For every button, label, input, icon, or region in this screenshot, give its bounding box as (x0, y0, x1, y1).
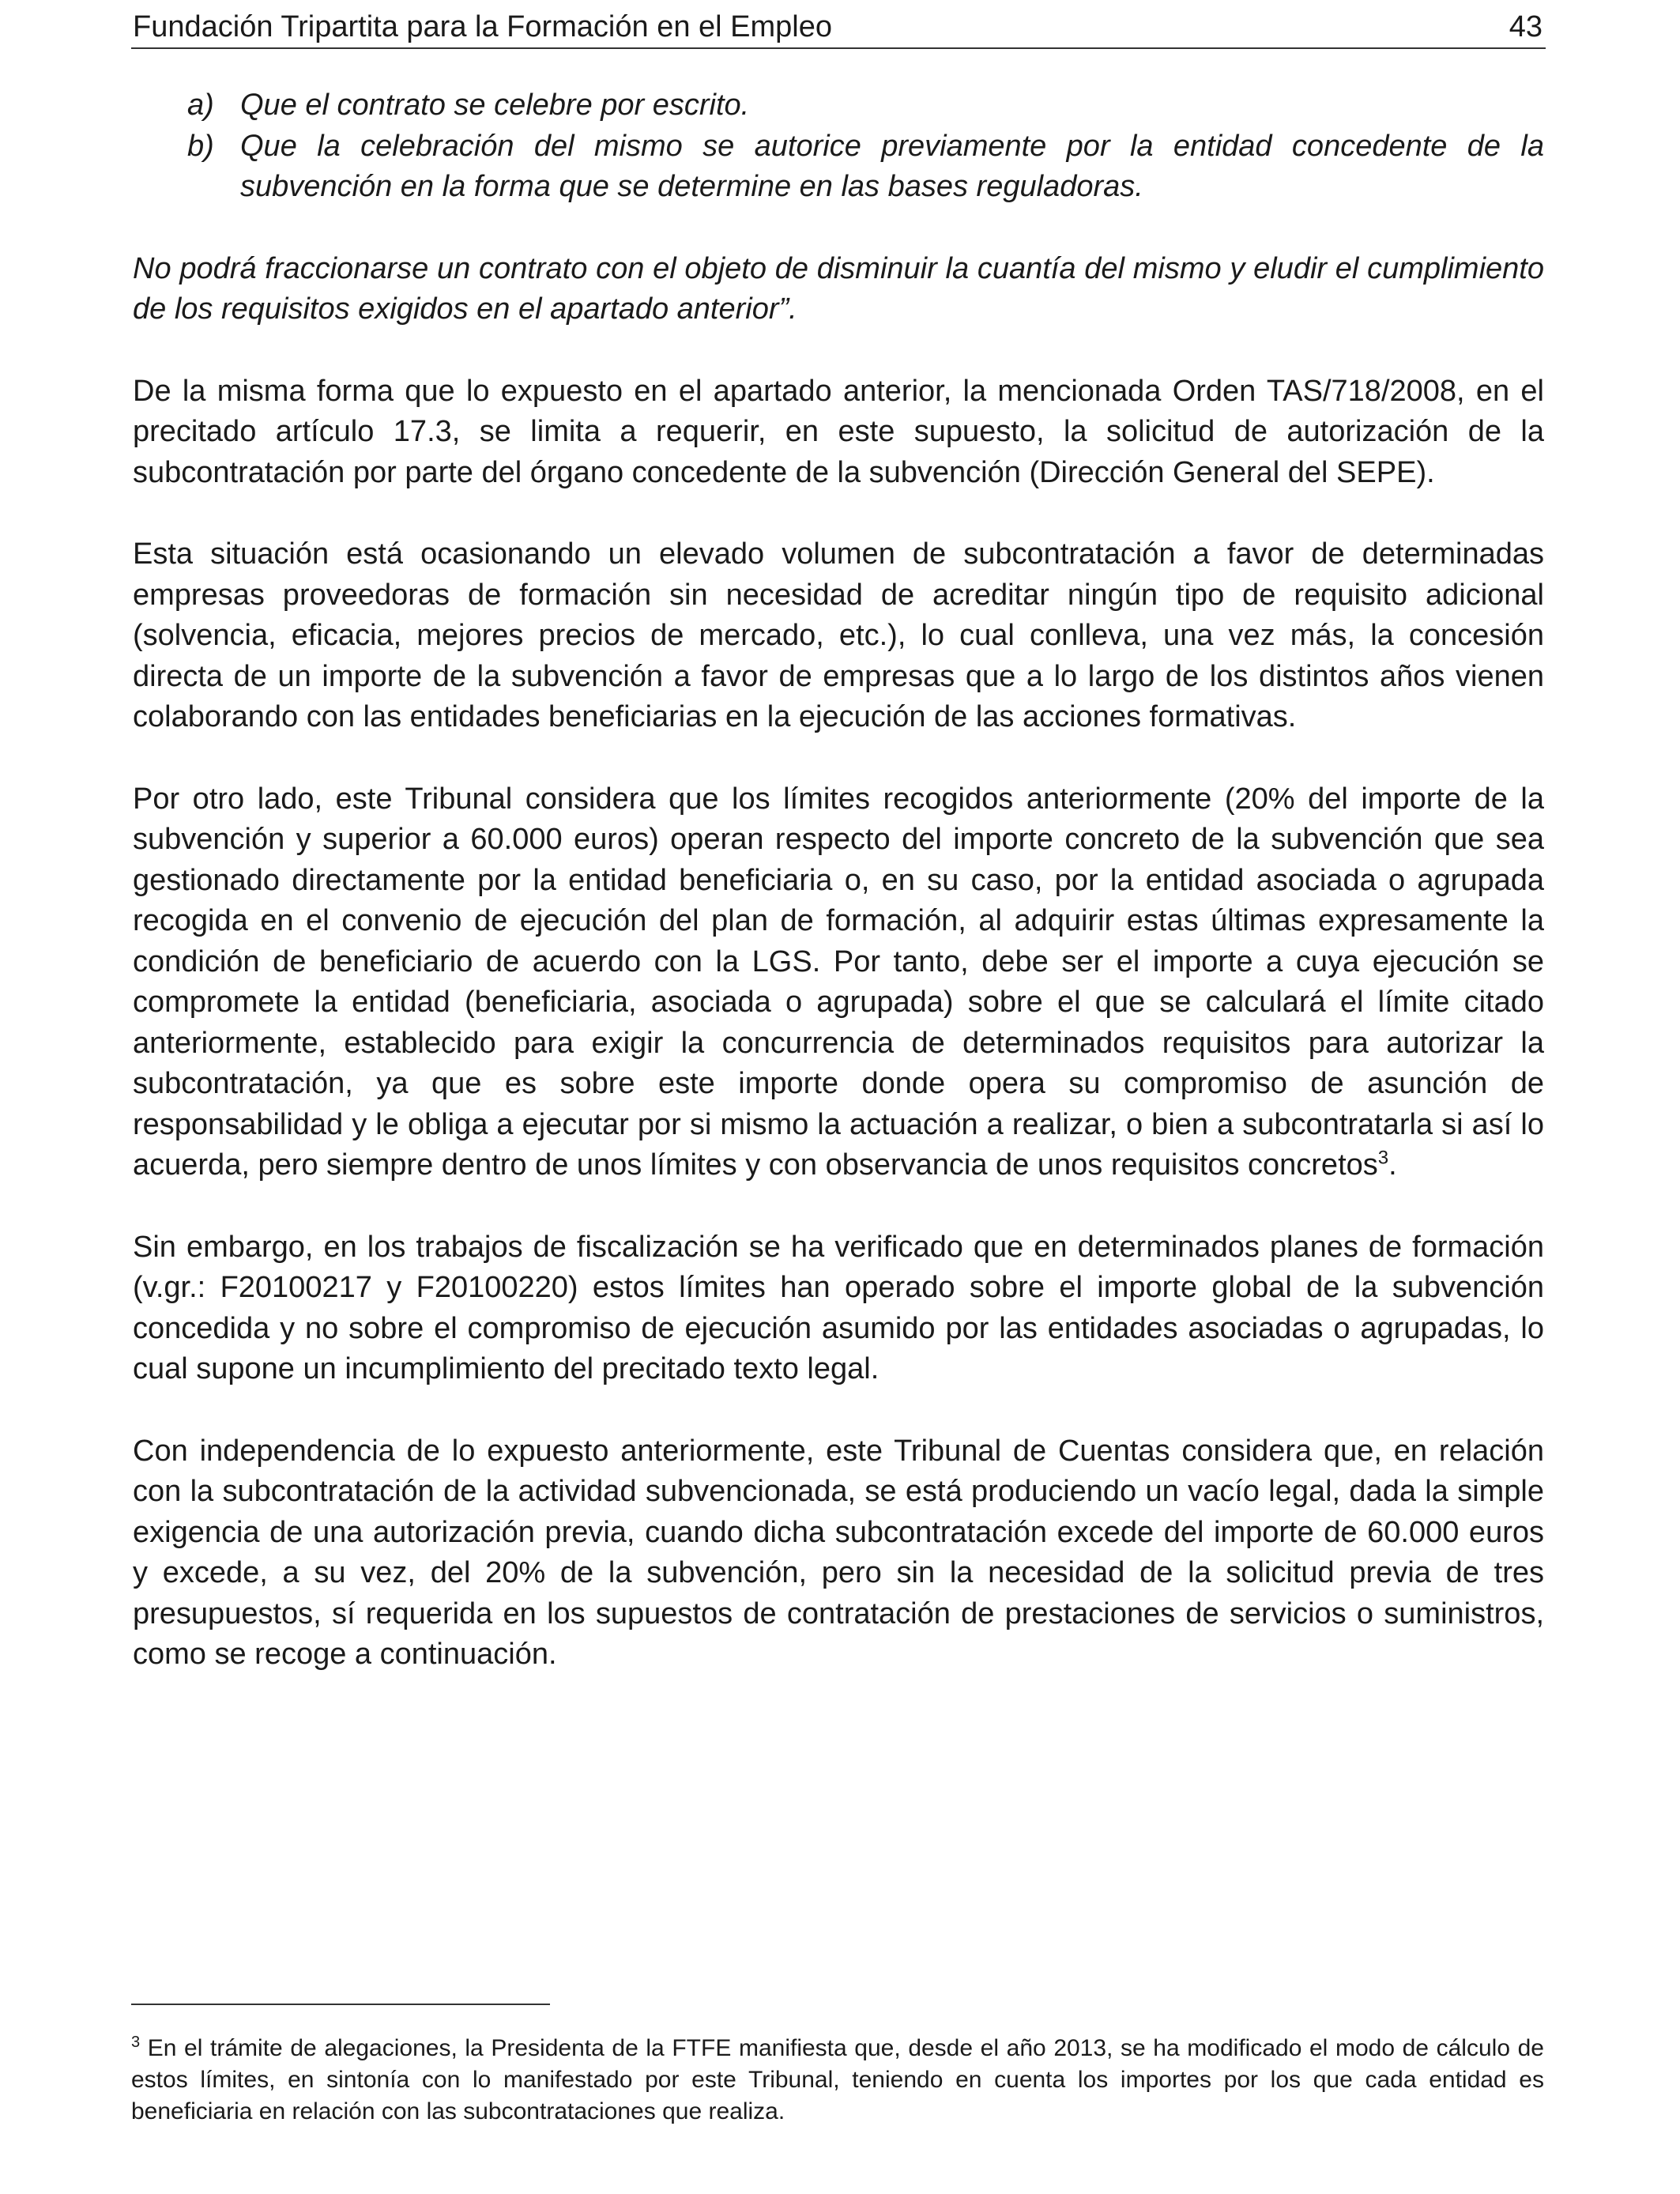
document-body (133, 85, 1544, 1717)
footnote (131, 2033, 1544, 2128)
list-marker: b) (187, 129, 214, 163)
paragraph: Esta situación está ocasionando un elevado volumen de subcontratación a favor de determinadas empresas proveedoras de formación sin necesidad de acreditar ningún tipo de requisito adicional (solvencia, eficacia, mejores precios de mercado, etc.), lo cual conlleva, una vez más, la concesión directa de un importe de la subvención a favor de empresas que a lo largo de los distintos años vienen colaborando con las entidades beneficiarias en la ejecución de las acciones formativas. (133, 537, 1544, 733)
paragraph: Con independencia de lo expuesto anteriormente, este Tribunal de Cuentas considera que, en relación con la subcontratación de la actividad subvencionada, se está produciendo un vacío legal, dada la simple exigencia de una autorización previa, cuando dicha subcontratación excede del importe de 60.000 euros y excede, a su vez, del 20% de la subvención, pero sin la necesidad de la solicitud previa de tres presupuestos, sí requerida en los supuestos de contratación de prestaciones de servicios o suministros, como se recoge a continuación. (133, 1434, 1544, 1671)
paragraph-text: Por otro lado, este Tribunal considera que los límites recogidos anteriormente (20% del importe de la subvención y superior a 60.000 euros) operan respecto del importe concreto de la subvención que sea gestionado directamente por la entidad beneficiaria o, en su caso, por la entidad asociada o agrupada recogida en el convenio de ejecución del plan de formación, al adquirir estas últimas expresamente la condición de beneficiario de acuerdo con la LGS. Por tanto, debe ser el importe a cuya ejecución se compromete la entidad (beneficiaria, asociada o agrupada) sobre el que se calculará el límite citado anteriormente, establecido para exigir la concurrencia de determinados requisitos para autorizar la subcontratación, ya que es sobre este importe donde opera su compromiso de asunción de responsabilidad y le obliga a ejecutar por si mismo la actuación a realizar, o bien a subcontratarla si así lo acuerda, pero siempre dentro de unos límites y con observancia de unos requisitos concretos (133, 782, 1544, 1182)
header-title: Fundación Tripartita para la Formación en el Empleo (133, 10, 833, 43)
paragraph-end: . (1388, 1148, 1397, 1182)
paragraph (133, 779, 1544, 1186)
page-number: 43 (1509, 10, 1543, 43)
list-item-text: Que la celebración del mismo se autorice previamente por la entidad concedente de la subvención en la forma que se determine en las bases reguladoras. (240, 129, 1544, 203)
footnote-text: En el trámite de alegaciones, la Presidenta de la FTFE manifiesta que, desde el año 2013, se ha modificado el modo de cálculo de estos límites, en sintonía con lo manifestado por este Tribunal, teniendo en cuenta los importes por los que cada entidad es beneficiaria en relación con las subcontrataciones que realiza. (131, 2035, 1544, 2124)
list-item (133, 85, 1544, 126)
footnote-number: 3 (131, 2034, 141, 2051)
page-header (131, 6, 1546, 49)
list-item-text: Que el contrato se celebre por escrito. (240, 89, 750, 122)
paragraph: De la misma forma que lo expuesto en el apartado anterior, la mencionada Orden TAS/718/2008, en el precitado artículo 17.3, se limita a requerir, en este supuesto, la solicitud de autorización de la subcontratación por parte del órgano concedente de la subvención (Dirección General del SEPE). (133, 374, 1544, 489)
footnote-divider (131, 2004, 550, 2005)
footnote-reference[interactable]: 3 (1377, 1147, 1389, 1169)
list-marker: a) (187, 89, 214, 122)
paragraph: No podrá fraccionarse un contrato con el objeto de disminuir la cuantía del mismo y eludir el cumplimiento de los requisitos exigidos en el apartado anterior”. (133, 251, 1544, 326)
list-item (133, 126, 1544, 208)
paragraph: Sin embargo, en los trabajos de fiscalización se ha verificado que en determinados planes de formación (v.gr.: F20100217 y F20100220) estos límites han operado sobre el importe global de la subvención concedida y no sobre el compromiso de ejecución asumido por las entidades asociadas o agrupadas, lo cual supone un incumplimiento del precitado texto legal. (133, 1230, 1544, 1385)
requirements-list (133, 85, 1544, 208)
